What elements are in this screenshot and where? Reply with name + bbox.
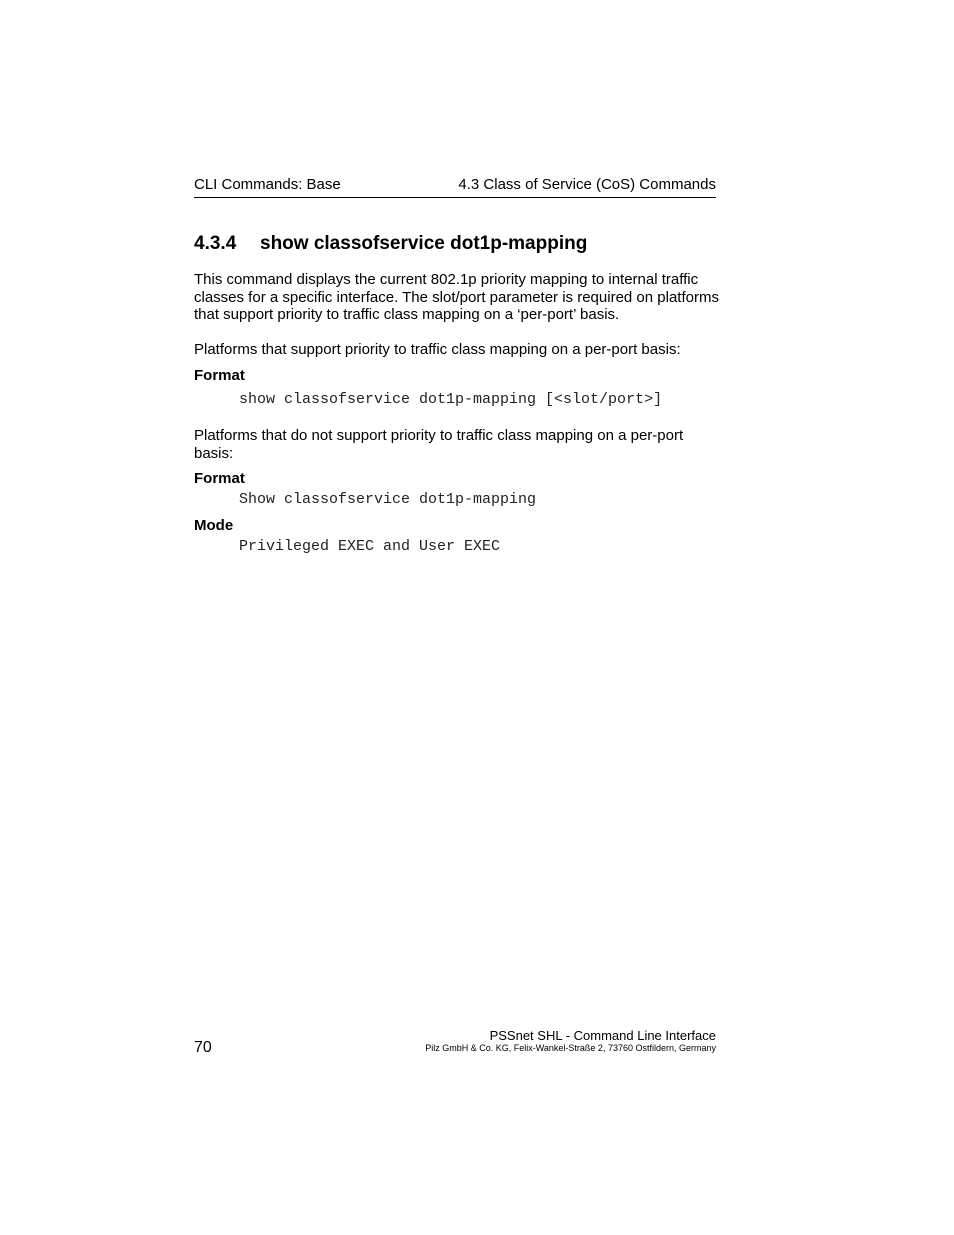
running-header bbox=[194, 175, 716, 198]
format-label-per-port: Format bbox=[194, 367, 245, 384]
footer-document-title: PSSnet SHL - Command Line Interface bbox=[489, 1028, 716, 1043]
mode-label: Mode bbox=[194, 517, 234, 534]
mode-code: Privileged EXEC and User EXEC bbox=[239, 538, 501, 555]
header-chapter: CLI Commands: Base bbox=[194, 176, 341, 193]
page-number: 70 bbox=[194, 1039, 212, 1056]
section-heading bbox=[194, 233, 587, 255]
format-code-non-per-port: Show classofservice dot1p-mapping bbox=[239, 491, 537, 508]
section-title: show classofservice dot1p-mapping bbox=[260, 233, 588, 254]
per-port-description: Platforms that support priority to traffic class mapping on a per-port basis: bbox=[194, 341, 681, 358]
intro-paragraph: This command displays the current 802.1p priority mapping to internal traffic classes for a specific interface. The slot/port parameter is required on platforms that support priority to traffic class mapping on a ‘per-port’ basis. bbox=[194, 271, 719, 323]
non-per-port-description: Platforms that do not support priority to traffic class mapping on a per-port basis: bbox=[194, 427, 684, 462]
footer-address: Pilz GmbH & Co. KG, Felix-Wankel-Straße 2, 73760 Ostfildern, Germany bbox=[425, 1043, 716, 1053]
section-number: 4.3.4 bbox=[194, 233, 237, 254]
format-code-per-port: show classofservice dot1p-mapping [<slot/port>] bbox=[239, 391, 663, 408]
header-section: 4.3 Class of Service (CoS) Commands bbox=[458, 176, 716, 193]
format-label-non-per-port: Format bbox=[194, 470, 245, 487]
